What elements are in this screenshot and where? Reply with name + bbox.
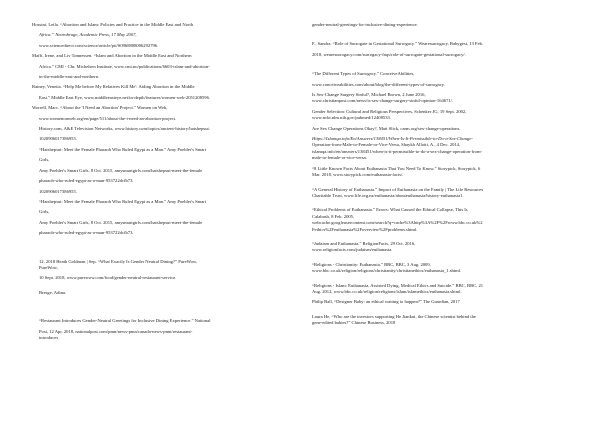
citation-line: introduces [39, 334, 59, 340]
citation-line: Amy Poehler's Smart Girls, 8 Oct. 2015, amysmartgirls.com/hatshepsut-meet-the-female [39, 167, 203, 173]
citation-line: 2018, wearesurrogacy.com/surrogacy-faqs/role-of-surrogate-gestational-surrogacy/. [312, 51, 466, 57]
citation-line: Worrell, Marc. “About the 'I Need an Abortion' Project.” Women on Web, [32, 105, 168, 111]
citation-line: “Restaurant Introduces Gender-Neutral Greetings for Inclusive Dining Experience.” National [39, 318, 211, 324]
citation-line: www.womenonweb.org/en/page/511/about-the-i-need-an-abortion-project. [39, 115, 177, 121]
citation-line: in-the-middle-east-and-northern. [39, 74, 100, 80]
citation-line: “A General History of Euthanasia.” Impact of Euthanasia on the Family | The Life Resources [312, 186, 484, 192]
citation-line: Philip Ball, “Designer Baby: an ethical waiting to happen?” The Guardian, 2017 [312, 299, 460, 305]
citation-line: 12, 2018 Heath Goldman | Sep. “What Exactly Is Gender Neutral Dining?” PureWow, [39, 258, 198, 264]
right-column-bibliography [312, 22, 574, 327]
citation-line: Rainey, Venetia. “Help Me before My Relatives Kill Me': Aiding Abortion in the Middle [32, 84, 195, 90]
citation-line: pharaoh-who-ruled-egypt-as-a-man-953722dcfb73. [39, 178, 134, 184]
citation-line: Laura He, “Who are the investors supporting He Jiankui, the Chinese scientist behind the [312, 313, 476, 319]
citation-line: “Religions - Christianity: Euthanasia.” BBC, BBC, 3 Aug. 2009, [312, 261, 431, 267]
citation-line: gene-edited babies?” Chinese Business, 2018 [312, 320, 396, 326]
citation-line: Girls, [39, 209, 50, 215]
citation-line: F., Sandra. “Role of Surrogate in Gestational Surrogacy.” Wearesurrogacy, Babygest, 13 Feb. [312, 41, 484, 47]
citation-line: “The Different Types of Surrogacy.” ConceiveAbilities, [312, 71, 415, 77]
citation-line: East.” Middle East Eye, www.middleeasteye.net/in-depth/features/women-web-2051208596. [39, 94, 211, 100]
citation-line: Gender Selection: Cultural and Religious Perspectives, Schenker JG, 19 Sept. 2002, [312, 108, 467, 114]
citation-line: “Judaism and Euthanasia.” ReligionFacts, 29 Oct. 2016, [312, 240, 416, 246]
citation-line: “Religions - Islam: Euthanasia, Assisted Dying, Medical Ethics and Suicide.” BBC, BBC, 21 [312, 282, 484, 288]
citation-line: History.com, A&E Television Networks, www.history.com/topics/ancient-history/hatshepsut. [39, 126, 210, 132]
citation-line: islamqa.info/en/answers/138451/when-is-it-permissible-to-do-a-sex-change-operation-from- [312, 148, 483, 154]
citation-line: gender-neutral-greetings-for-inclusive-dining-experience. [312, 22, 418, 27]
citation-line: 1020906017386955. [39, 188, 77, 194]
citation-line: Fethics%2Feuthanasia%2Foverview%2Fproblems.shtml. [312, 226, 418, 232]
citation-line: “Ethical Problems of Euthanasia.” Errors: What Caused the Ethical Collapse, This Is [312, 207, 468, 213]
citation-line: www.ncbi.nlm.nih.gov/pubmed/12408533. [312, 115, 391, 121]
citation-line: Are Sex Change Operations Okay?, Matt Slick, carm.org/sex-change-operations. [312, 125, 461, 131]
citation-line: “Hatshepsut: Meet the Female Pharaoh Who Ruled Egypt as a Man.” Amy Poehler's Smart [39, 146, 207, 152]
citation-line: Hossini, Leila. “Abortion and Islam: Policies and Practice in the Middle East and North [32, 22, 194, 27]
citation-line: www.bbc.co.uk/religion/religions/christianity/christianethics/euthanasia_1.shtml. [312, 268, 462, 274]
citation-line: pharaoh-who-ruled-egypt-as-a-man-953722dcfb73. [39, 230, 134, 236]
citation-line: Girls, [39, 157, 50, 163]
citation-line: Africa.” Neurobrage, Academic Press, 17 May 2007, [39, 32, 137, 38]
citation-line: Aug. 2012, www.bbc.co.uk/religion/religions/islam/islamethics/euthanasia.shtml. [312, 288, 462, 294]
citation-line: Charitable Trust, www.life.org.nz/euthanasia/abouteuthanasia/history-euthanasia1. [312, 192, 464, 198]
left-column-bibliography [32, 22, 294, 341]
citation-line: PureWow, [39, 264, 58, 270]
citation-line: www.conceiveabilities.com/about/blog/the-different-types-of-surrogacy. [312, 81, 445, 87]
citation-line: Amy Poehler's Smart Girls, 8 Oct. 2015, amysmartgirls.com/hatshepsut-meet-the-female [39, 219, 203, 225]
citation-line: male-to-female-or-vice-versa. [312, 155, 367, 161]
citation-line: Africa.” CMI - Chr. Michelsen Institute, www.cmi.no/publications/6603-islam-and-abortion- [39, 63, 210, 69]
citation-line: “8 Little Known Facts About Euthanasia That You Need To Know.” Storypick, Storypick, 6 [312, 165, 481, 171]
citation-line: Bresge, Adina. [39, 289, 67, 295]
citation-line: www.religionfacts.com/judaism/euthanasia. [312, 247, 393, 253]
citation-line: Operation-from-Male-to-Female-or-Vice-Versa, Shaykh Allotti, A., 4 Dec. 2014, [312, 142, 461, 148]
citation-line: Mar. 2018, www.storypick.com/euthanasia-facts/. [312, 172, 404, 178]
citation-line: Post, 12 Apr. 2018, nationalpost.com/pmn/news-pmn/canada-news-pmn/restaurant- [39, 328, 193, 334]
citation-line: Calabash, 8 Feb. 2005, [312, 213, 355, 219]
citation-line: 1020906017386955. [39, 136, 77, 142]
citation-line: Maffi, Irene, and Liv Tønnessen. “Islam and Abortion in the Middle East and Northern [32, 53, 192, 59]
citation-line: “Hatshepsut: Meet the Female Pharaoh Who Ruled Egypt as a Man.” Amy Poehler's Smart [39, 198, 207, 204]
citation-line: Is Sex-Change Surgery Sinful?, Michael Brown, 2 June 2016, [312, 92, 426, 98]
citation-line: 10 Sept. 2018, www.purewow.com/food/gender-neutral-restaurant-service. [39, 275, 177, 281]
citation-line: webcache.googleusercontent.com/search?q=cache%3Ahttp%3A%2F%2Fwww.bbc.co.uk%2 [312, 220, 483, 226]
citation-line: www.sciencedirect.com/science/article/pii/S0968808006292796. [39, 42, 159, 48]
citation-line: Https://Islamqa.info/En/Answers/138451/When-Is-It-Permissible-to-Do-a-Sex-Change- [312, 136, 473, 142]
citation-line: www.christianpost.com/news/is-sex-change-surgery-sinful-opinion-164671/. [312, 98, 454, 104]
